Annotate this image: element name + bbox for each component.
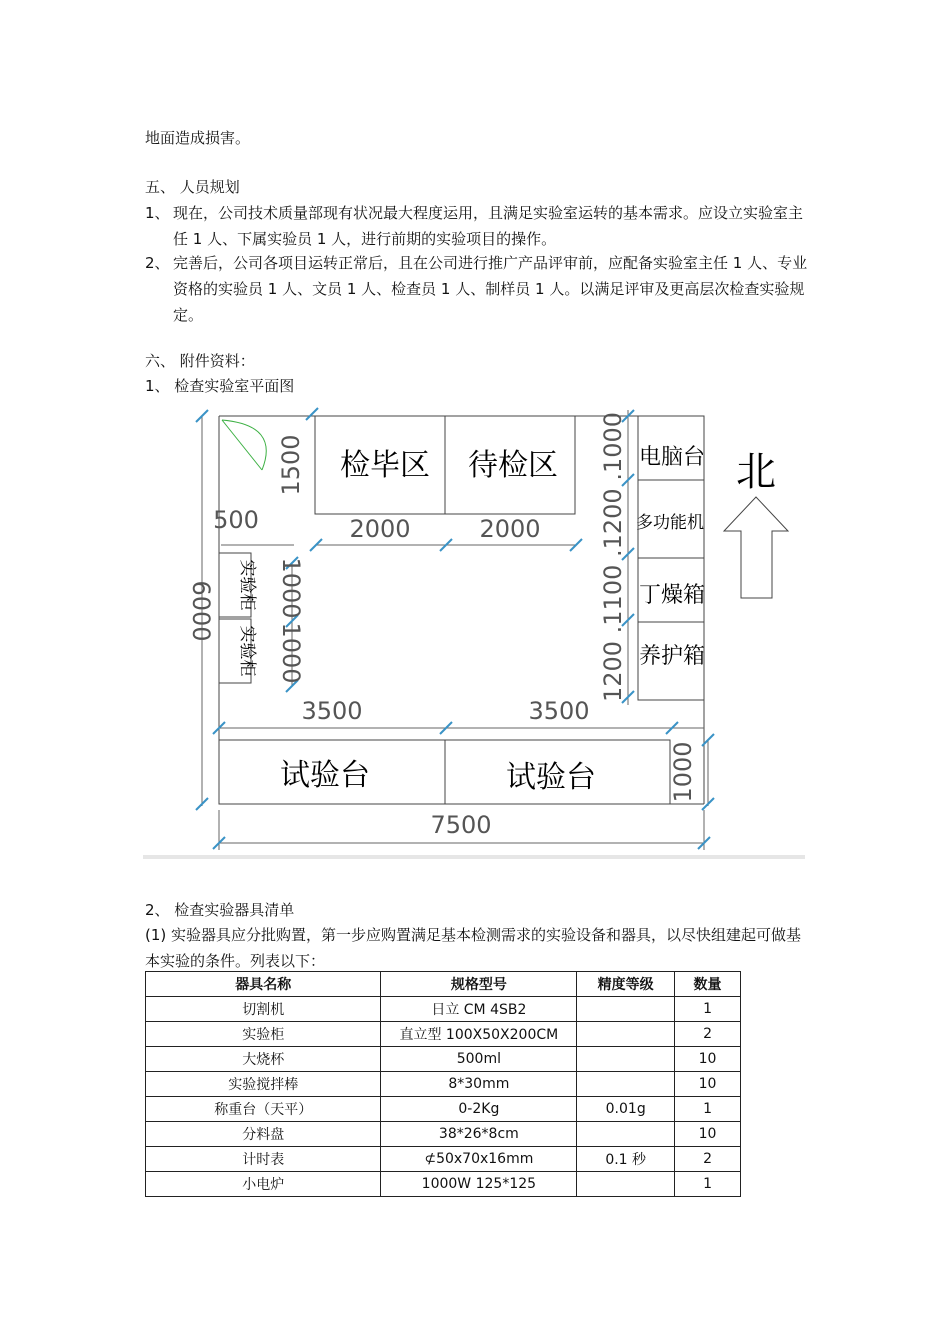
table-cell: 直立型 100X50X200CM <box>381 1022 577 1047</box>
table-cell: 10 <box>675 1122 741 1147</box>
table-cell: 实验柜 <box>146 1022 381 1047</box>
table-cell: 2 <box>675 1147 741 1172</box>
dim-1500: 1500 <box>277 434 305 496</box>
table-cell: 1 <box>675 997 741 1022</box>
section5-item2-number: 2、 <box>145 254 170 272</box>
label-jianbi: 检毕区 <box>340 448 430 483</box>
equipment-table <box>145 971 741 1197</box>
section6-item1: 1、 检查实验室平面图 <box>145 377 295 395</box>
label-shiyangui-1: 实验柜 <box>237 559 257 611</box>
table-row <box>146 1022 741 1047</box>
table-cell: 1 <box>675 1172 741 1197</box>
section6-paragraph: (1) 实验器具应分批购置，第一步应购置满足基本检测需求的实验设备和器具，以尽快组建起可做基本实验的条件。列表以下： <box>145 926 802 970</box>
label-ganzao: 丁燥箱 <box>638 583 706 608</box>
table-row <box>146 1147 741 1172</box>
table-cell <box>577 1072 675 1097</box>
table-cell: 称重台（天平） <box>146 1097 381 1122</box>
dim-3500-a: 3500 <box>301 697 363 725</box>
table-cell: 0-2Kg <box>381 1097 577 1122</box>
table-cell: 8*30mm <box>381 1072 577 1097</box>
table-cell: 2 <box>675 1022 741 1047</box>
dim-6000: 6000 <box>187 580 215 642</box>
table-cell: 切割机 <box>146 997 381 1022</box>
dim-3500-b: 3500 <box>528 697 590 725</box>
label-yanghu: 养护箱 <box>638 644 706 669</box>
table-cell: 1 <box>675 1097 741 1122</box>
table-row <box>146 1072 741 1097</box>
table-cell: 小电炉 <box>146 1172 381 1197</box>
label-diannao: 电脑台 <box>638 445 706 470</box>
table-row <box>146 1172 741 1197</box>
header-model: 规格型号 <box>381 972 577 997</box>
table-cell <box>577 997 675 1022</box>
header-quantity: 数量 <box>675 972 741 997</box>
north-label: 北 <box>736 449 776 495</box>
table-cell: 10 <box>675 1047 741 1072</box>
label-duogongneng: 多功能机 <box>636 513 704 533</box>
dim-2000-b: 2000 <box>479 515 541 543</box>
table-cell: 分料盘 <box>146 1122 381 1147</box>
table-cell: 1000W 125*125 <box>381 1172 577 1197</box>
table-cell <box>577 1172 675 1197</box>
label-shiyangui-2: 实验柜 <box>237 625 257 677</box>
table-cell: 实验搅拌棒 <box>146 1072 381 1097</box>
table-cell: 大烧杯 <box>146 1047 381 1072</box>
table-cell <box>577 1122 675 1147</box>
section5-heading: 五、 人员规划 <box>145 178 240 196</box>
header-name: 器具名称 <box>146 972 381 997</box>
section6-item2: 2、 检查实验器具清单 <box>145 901 295 919</box>
table-row <box>146 997 741 1022</box>
table-cell: 38*26*8cm <box>381 1122 577 1147</box>
table-cell: 计时表 <box>146 1147 381 1172</box>
table-row <box>146 1047 741 1072</box>
table-cell <box>577 1047 675 1072</box>
dim-1000-c: 1000 <box>669 741 697 803</box>
label-shiyantai-2: 试验台 <box>506 760 596 795</box>
table-cell <box>577 1022 675 1047</box>
dim-2000-a: 2000 <box>349 515 411 543</box>
section6-heading: 六、 附件资料： <box>145 352 255 370</box>
table-header-row <box>146 972 741 997</box>
dim-right-column: 1200 .1100 .1200 .1000 <box>599 411 627 703</box>
table-row <box>146 1097 741 1122</box>
table-cell: 10 <box>675 1072 741 1097</box>
label-shiyantai-1: 试验台 <box>280 758 370 793</box>
table-cell: ⊄50x70x16mm <box>381 1147 577 1172</box>
dim-1000-b: 1000 <box>277 622 305 684</box>
intro-line: 地面造成损害。 <box>145 129 251 147</box>
table-cell: 0.1 秒 <box>577 1147 675 1172</box>
section5-item2-text: 完善后，公司各项目运转正常后，且在公司进行推广产品评审前，应配备实验室主任 1 人、专业资格的实验员 1 人、文员 1 人、检查员 1 人、制样员 1 人。以满足评审及更高层次检查实验规定。 <box>173 254 808 324</box>
section5-item1-text: 现在，公司技术质量部现有状况最大程度运用，且满足实验室运转的基本需求。应设立实验室主任 1 人、下属实验员 1 人，进行前期的实验项目的操作。 <box>173 204 804 248</box>
header-precision: 精度等级 <box>577 972 675 997</box>
dim-7500: 7500 <box>430 811 492 839</box>
dim-500: 500 <box>213 506 259 534</box>
dim-1000-a: 1000 <box>277 557 305 619</box>
table-cell: 0.01g <box>577 1097 675 1122</box>
label-daijian: 待检区 <box>468 448 558 483</box>
table-cell: 500ml <box>381 1047 577 1072</box>
table-row <box>146 1122 741 1147</box>
section5-item1-number: 1、 <box>145 204 170 222</box>
table-cell: 日立 CM 4SB2 <box>381 997 577 1022</box>
